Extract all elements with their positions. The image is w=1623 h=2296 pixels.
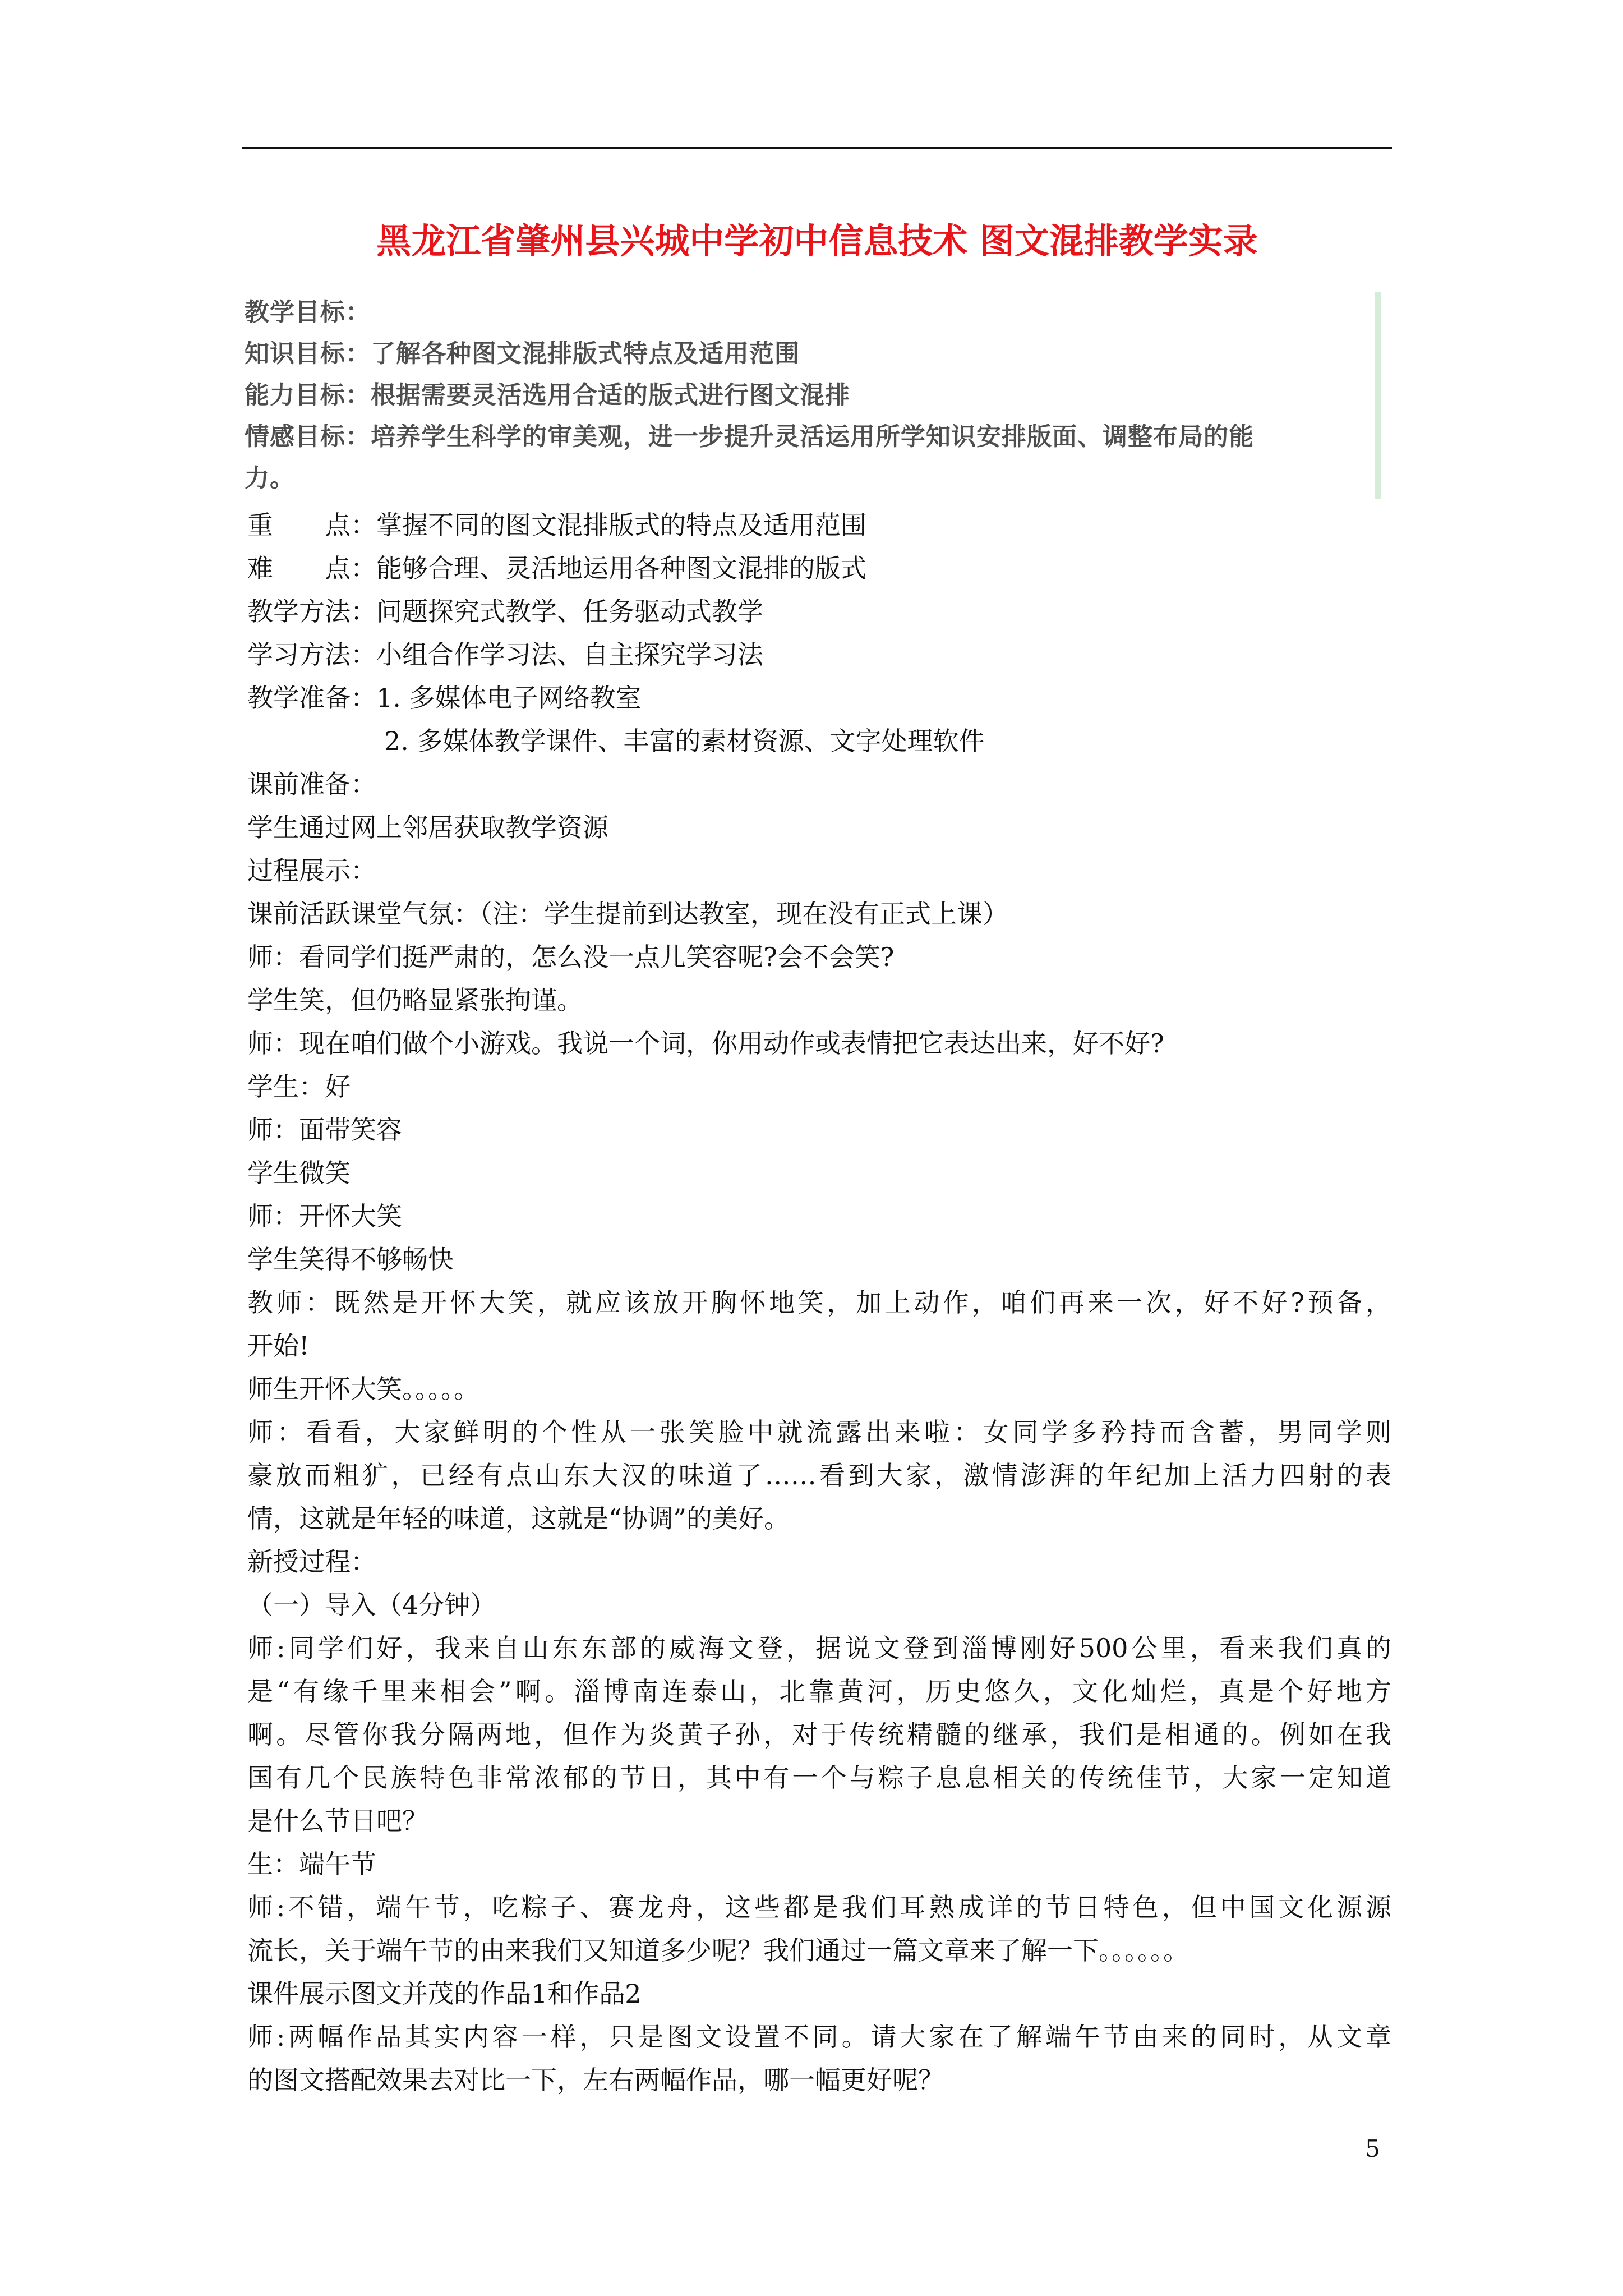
text-line: 是什么节日吧？: [247, 1806, 428, 1836]
text-line: 学生笑得不够畅快: [247, 1244, 454, 1274]
page-title: 黑龙江省肇州县兴城中学初中信息技术 图文混排教学实录: [376, 220, 1258, 261]
text-line: 师:两幅作品其实内容一样，只是图文设置不同。请大家在了解端午节由来的同时，从文章: [247, 2022, 1391, 2052]
text-line: 过程展示：: [247, 855, 376, 886]
text-line: 学生通过网上邻居获取教学资源: [247, 812, 608, 843]
objective-emotion-cont: 力。: [245, 464, 295, 493]
text-line: 是“有缘千里来相会”啊。淄博南连泰山，北靠黄河，历史悠久，文化灿烂，真是个好地方: [247, 1676, 1391, 1706]
text-line: 师:同学们好，我来自山东东部的威海文登，据说文登到淄博刚好500公里，看来我们真的: [247, 1633, 1391, 1663]
text-line: 国有几个民族特色非常浓郁的节日，其中有一个与粽子息息相关的传统佳节，大家一定知道: [247, 1763, 1391, 1793]
text-line: 开始!: [247, 1331, 310, 1361]
text-line: 豪放而粗犷，已经有点山东大汉的味道了……看到大家，激情澎湃的年纪加上活力四射的表: [247, 1460, 1391, 1490]
objectives-image: [245, 292, 1381, 499]
text-line: 师生开怀大笑。。。。。: [247, 1374, 479, 1404]
lesson-body: [247, 504, 1391, 2102]
text-line: 新授过程：: [247, 1547, 376, 1577]
text-line: 教学方法：问题探究式教学、任务驱动式教学: [247, 596, 763, 627]
text-line: 师：现在咱们做个小游戏。我说一个词，你用动作或表情把它表达出来，好不好?: [247, 1028, 1164, 1059]
text-line: 学习方法：小组合作学习法、自主探究学习法: [247, 639, 763, 670]
text-line: 课前活跃课堂气氛：（注：学生提前到达教室，现在没有正式上课）: [247, 899, 1008, 929]
text-line: 师：看看，大家鲜明的个性从一张笑脸中就流露出来啦：女同学多矜持而含蓄，男同学则: [247, 1417, 1391, 1447]
text-line: 师:不错，端午节，吃粽子、赛龙舟，这些都是我们耳熟成详的节日特色，但中国文化源源: [247, 1892, 1391, 1922]
text-line: 啊。尽管你我分隔两地，但作为炎黄子孙，对于传统精髓的继承，我们是相通的。例如在我: [247, 1719, 1391, 1750]
text-line: 教师：既然是开怀大笑，就应该放开胸怀地笑，加上动作，咱们再来一次，好不好?预备，: [247, 1287, 1391, 1318]
text-line: 的图文搭配效果去对比一下，左右两幅作品，哪一幅更好呢？: [247, 2065, 944, 2095]
objectives-heading: 教学目标：: [245, 298, 371, 326]
text-line: 情，这就是年轻的味道，这就是“协调”的美好。: [247, 1503, 790, 1534]
text-line: 学生：好: [247, 1071, 351, 1102]
text-line: 2. 多媒体教学课件、丰富的素材资源、文字处理软件: [384, 726, 985, 756]
objective-knowledge: 知识目标：了解各种图文混排版式特点及适用范围: [245, 339, 800, 368]
objectives-side-bar: [1375, 292, 1381, 499]
text-line: 学生微笑: [247, 1158, 351, 1188]
page-number: 5: [1365, 2135, 1380, 2162]
objective-emotion: 情感目标：培养学生科学的审美观，进一步提升灵活运用所学知识安排版面、调整布局的能: [245, 422, 1254, 451]
text-line: 难 点：能够合理、灵活地运用各种图文混排的版式: [247, 553, 866, 583]
text-line: 课件展示图文并茂的作品1和作品2: [247, 1978, 642, 2009]
text-line: 课前准备：: [247, 769, 376, 799]
text-line: 生：端午节: [247, 1849, 376, 1879]
text-line: 学生笑，但仍略显紧张拘谨。: [247, 985, 583, 1015]
text-line: 教学准备：1. 多媒体电子网络教室: [247, 683, 642, 713]
text-line: 流长，关于端午节的由来我们又知道多少呢？我们通过一篇文章来了解一下。。。。。。: [247, 1935, 1189, 1966]
text-line: 师：面带笑容: [247, 1115, 402, 1145]
objective-ability: 能力目标：根据需要灵活选用合适的版式进行图文混排: [245, 381, 850, 409]
text-line: （一）导入（4分钟）: [247, 1590, 496, 1620]
text-line: 重 点：掌握不同的图文混排版式的特点及适用范围: [247, 510, 866, 540]
text-line: 师：开怀大笑: [247, 1201, 402, 1231]
header-rule: [242, 147, 1392, 149]
text-line: 师：看同学们挺严肃的，怎么没一点儿笑容呢?会不会笑?: [247, 942, 895, 972]
